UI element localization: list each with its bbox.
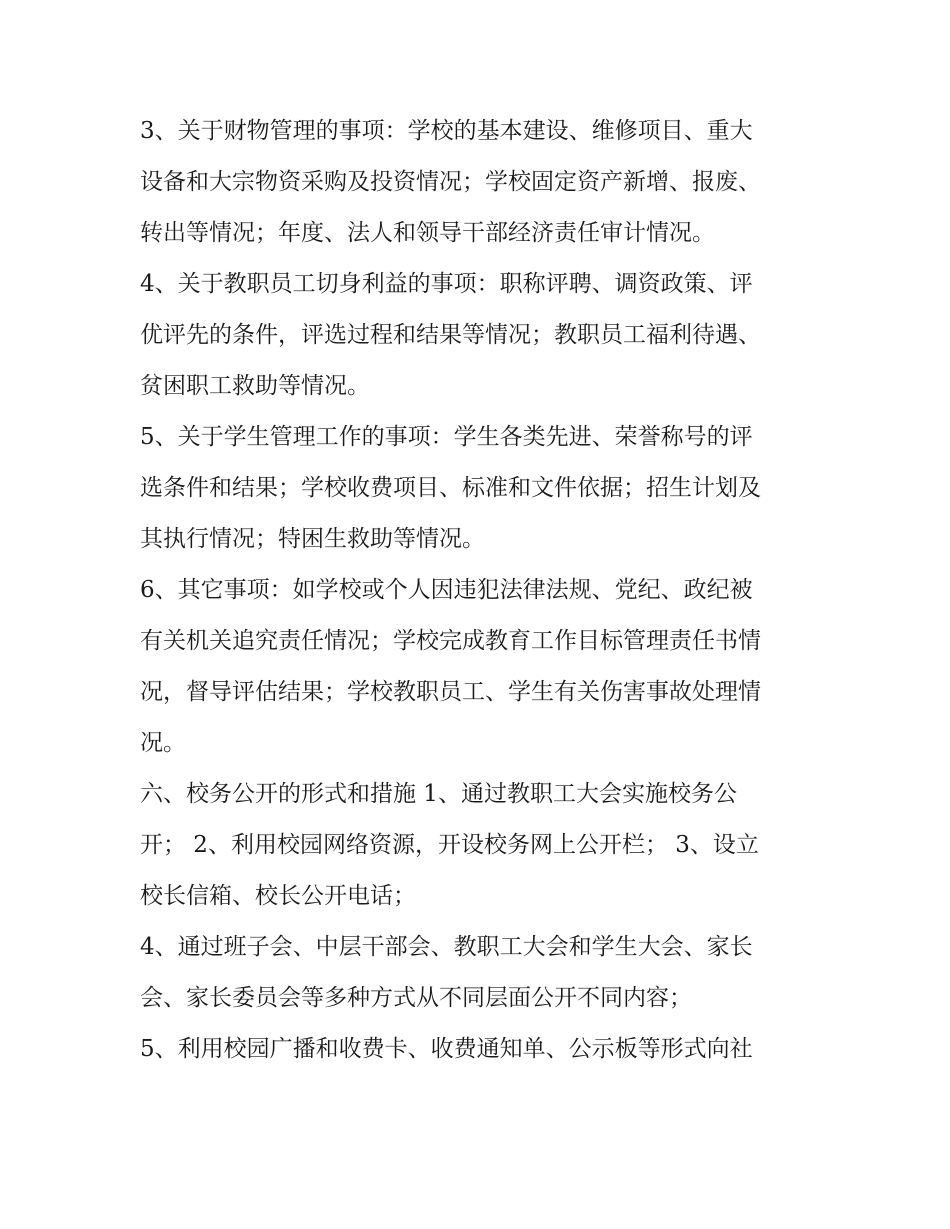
text-line: 会、家长委员会等多种方式从不同层面公开不同内容；	[140, 985, 692, 1011]
text-line: 5、关于学生管理工作的事项：学生各类先进、荣誉称号的评	[140, 424, 753, 450]
text-line: 六、校务公开的形式和措施 1、通过教职工大会实施校务公	[140, 781, 737, 807]
text-line: 转出等情况；年度、法人和领导干部经济责任审计情况。	[140, 220, 715, 246]
text-line: 况。	[140, 730, 186, 756]
text-line: 选条件和结果；学校收费项目、标准和文件依据；招生计划及	[140, 475, 761, 501]
text-line: 开； 2、利用校园网络资源，开设校务网上公开栏； 3、设立	[140, 832, 759, 858]
text-line: 3、关于财物管理的事项：学校的基本建设、维修项目、重大	[140, 118, 753, 144]
text-line: 优评先的条件，评选过程和结果等情况；教职员工福利待遇、	[140, 322, 761, 348]
text-line: 有关机关追究责任情况；学校完成教育工作目标管理责任书情	[140, 628, 761, 654]
text-line: 贫困职工救助等情况。	[140, 373, 370, 399]
document-body	[140, 106, 820, 1075]
text-line: 况，督导评估结果；学校教职员工、学生有关伤害事故处理情	[140, 679, 761, 705]
text-line: 4、关于教职员工切身利益的事项：职称评聘、调资政策、评	[140, 271, 753, 297]
text-line: 其执行情况；特困生救助等情况。	[140, 526, 485, 552]
text-line: 6、其它事项：如学校或个人因违犯法律法规、党纪、政纪被	[140, 577, 753, 603]
text-line: 校长信箱、校长公开电话；	[140, 883, 416, 909]
text-line: 设备和大宗物资采购及投资情况；学校固定资产新增、报废、	[140, 169, 761, 195]
text-line: 5、利用校园广播和收费卡、收费通知单、公示板等形式向社	[140, 1036, 753, 1062]
text-line: 4、通过班子会、中层干部会、教职工大会和学生大会、家长	[140, 934, 753, 960]
